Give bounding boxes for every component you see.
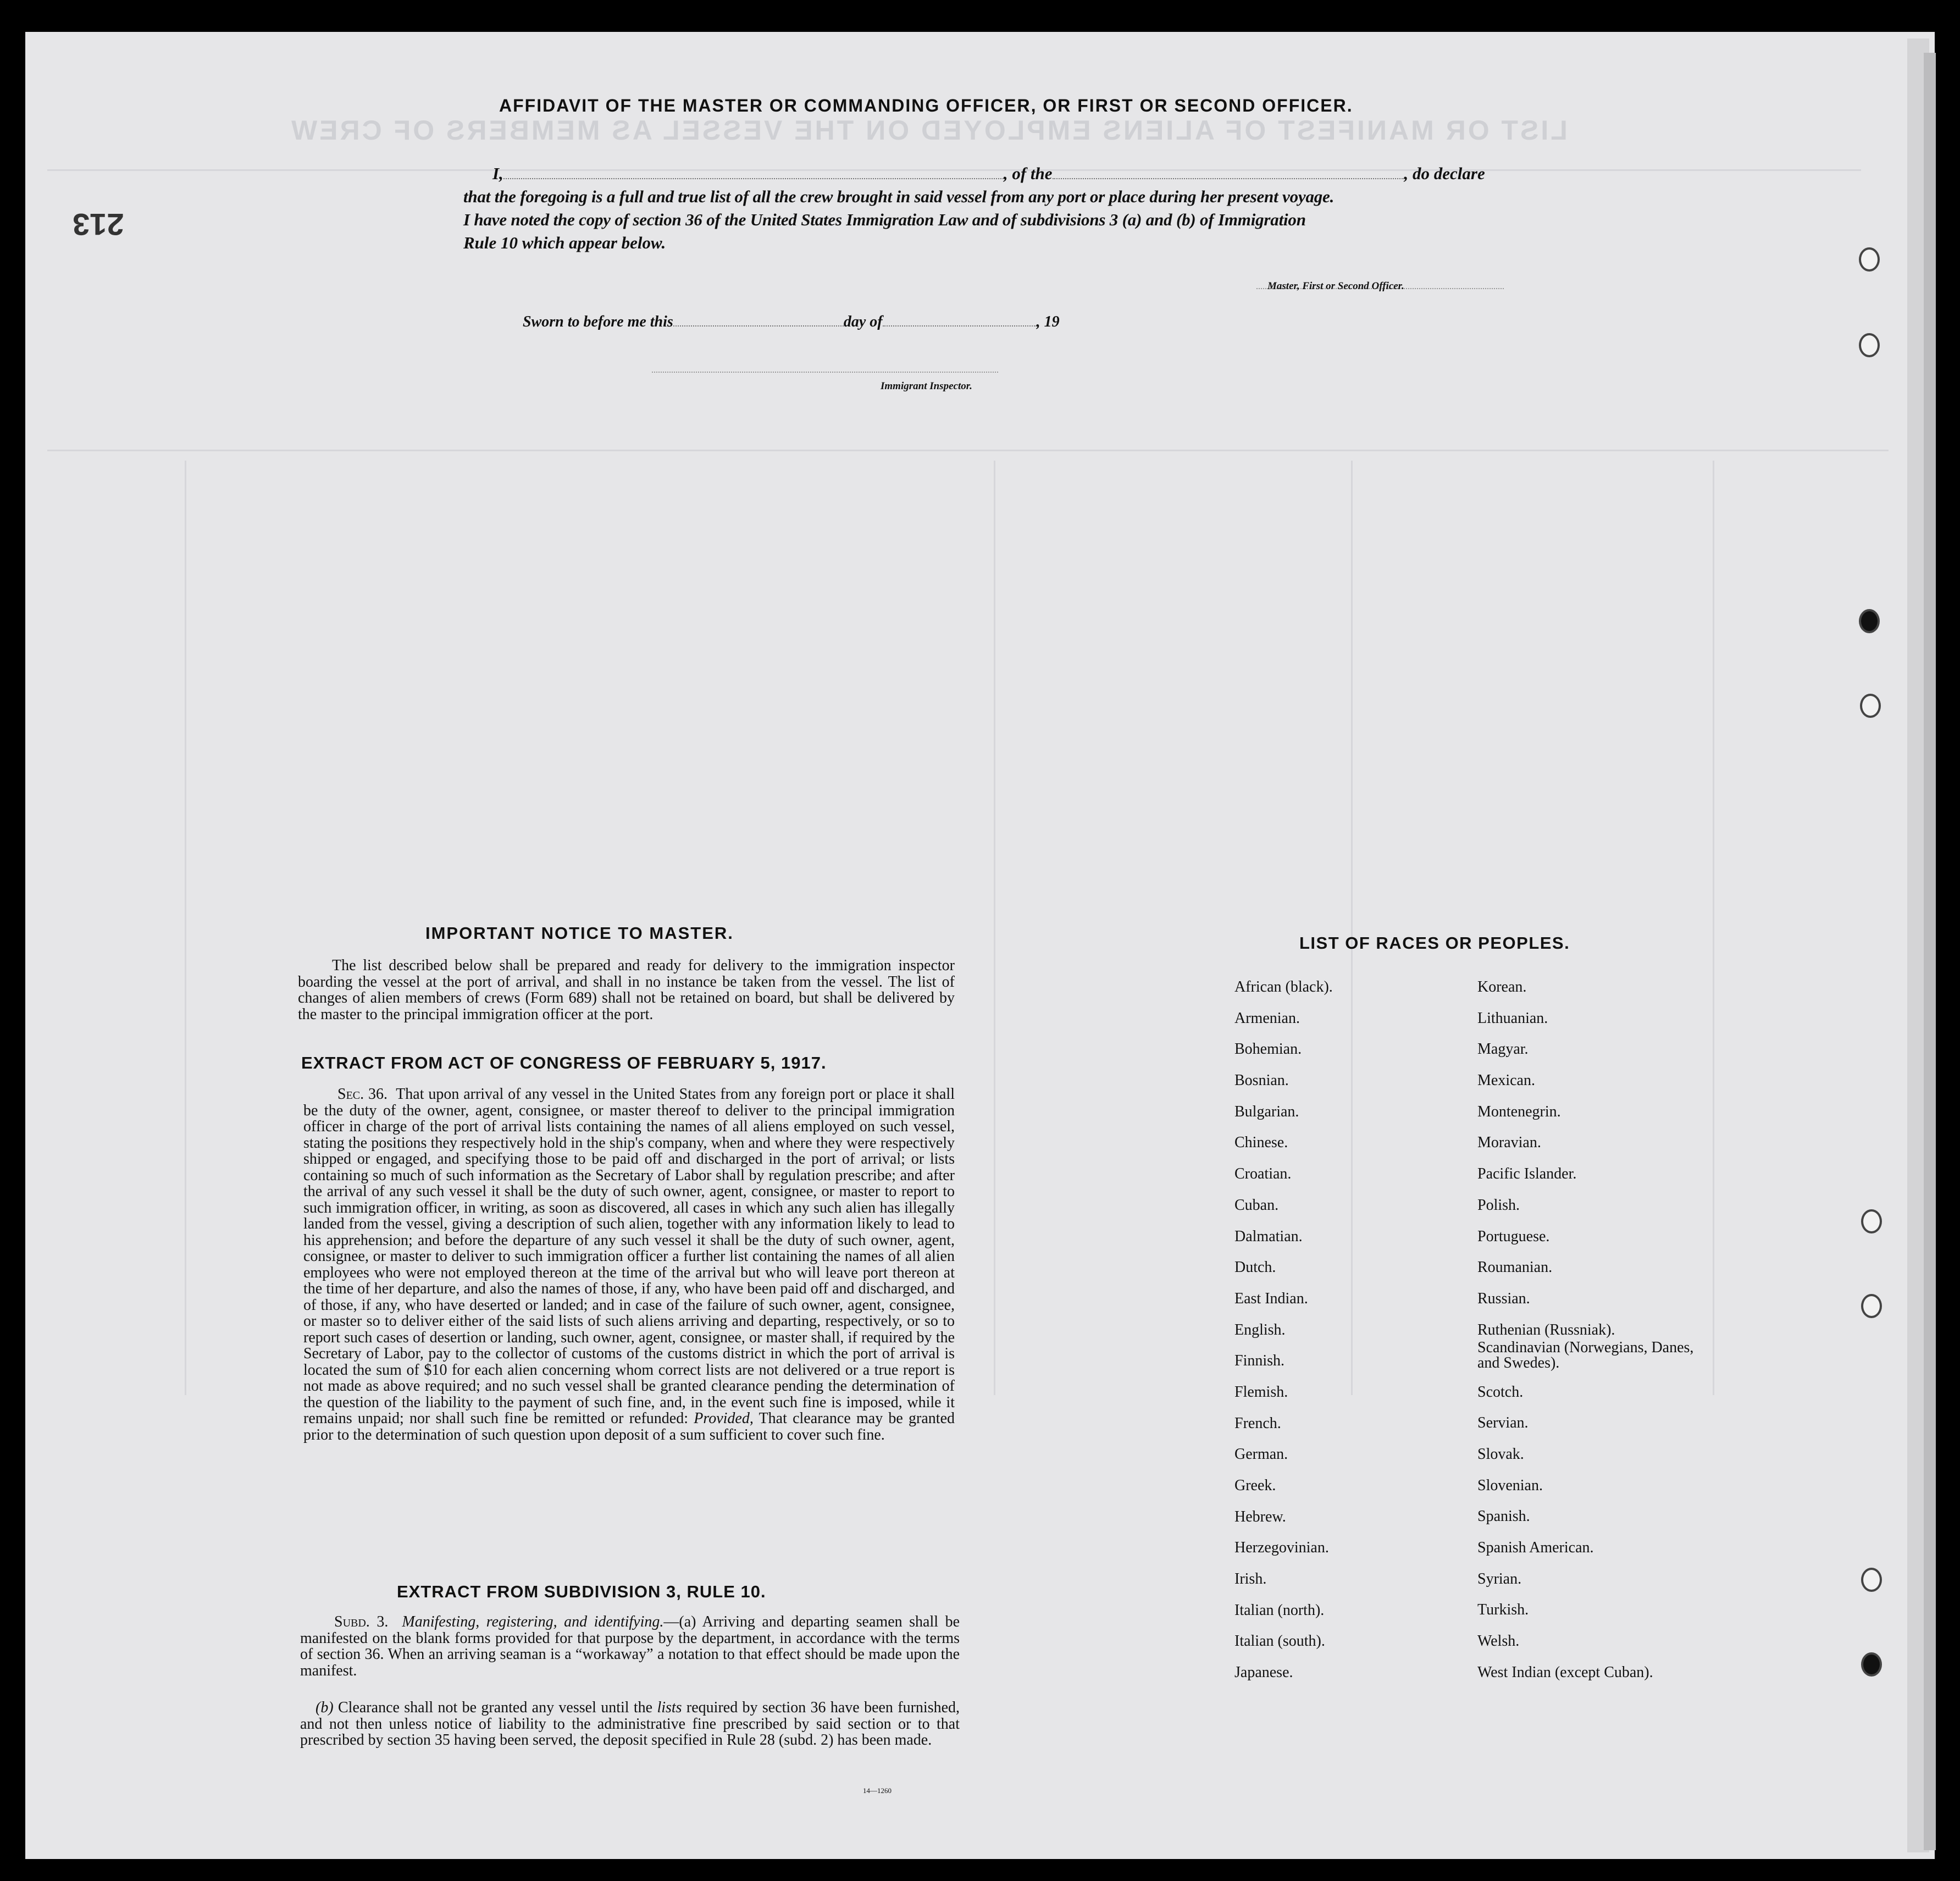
- notice-body: The list described below shall be prepared and ready for delivery to the immigration inspector boarding the vessel at the port of arrival, and shall in no instance be taken from the vessel. The list of changes of alien members of crews (Form 689) shall not be retained on board, but shall be delivered by the master to the principal immigration officer at the port.: [298, 957, 955, 1023]
- race-item: Ruthenian (Russniak).: [1477, 1321, 1615, 1338]
- binder-hole-icon: [1861, 1652, 1882, 1677]
- race-item: Flemish.: [1234, 1383, 1288, 1401]
- race-item: Syrian.: [1477, 1570, 1522, 1587]
- race-item: Roumanian.: [1477, 1259, 1553, 1276]
- binder-hole-icon: [1860, 694, 1881, 718]
- vessel-field[interactable]: [1053, 178, 1404, 179]
- race-item: Italian (south).: [1234, 1633, 1325, 1650]
- rule-extract-a: Subd. 3. Manifesting, registering, and identifying.—(a) Arriving and departing seamen shall be manifested on the blank forms provided for that purpose by the department, in accordance with the terms of section 36. When an arriving seaman is a “workaway” a notation to that effect should be made upon the manifest.: [300, 1613, 960, 1679]
- sworn-before: Sworn to before me this: [523, 313, 673, 330]
- race-item: English.: [1234, 1321, 1286, 1338]
- race-item: East Indian.: [1234, 1290, 1308, 1307]
- affidavit-title: AFFIDAVIT OF THE MASTER OR COMMANDING OFFICER, OR FIRST OR SECOND OFFICER.: [499, 96, 1353, 115]
- race-item: Hebrew.: [1234, 1508, 1286, 1525]
- binder-hole-icon: [1859, 333, 1880, 357]
- race-item: Spanish American.: [1477, 1539, 1594, 1556]
- races-column-2: [1477, 978, 1719, 1695]
- race-item: Polish.: [1477, 1196, 1520, 1214]
- affidavit-line-2: that the foregoing is a full and true list of all the crew brought in said vessel from any port or place during her present voyage.: [463, 187, 1335, 206]
- name-field[interactable]: [503, 178, 1004, 179]
- master-signature-label: Master, First or Second Officer.: [1267, 280, 1404, 292]
- race-item: Irish.: [1234, 1570, 1267, 1588]
- affidavit-line-1: [492, 164, 1548, 184]
- race-item: Magyar.: [1477, 1041, 1529, 1058]
- form-number: 14—1260: [863, 1786, 892, 1795]
- affidavit-of-the: , of the: [1003, 164, 1053, 183]
- inspector-signature-line[interactable]: [652, 372, 998, 373]
- affidavit-line-4: Rule 10 which appear below.: [463, 233, 666, 252]
- binder-hole-icon: [1859, 247, 1880, 272]
- bleed-through-rule: [47, 450, 1889, 451]
- race-item: Welsh.: [1477, 1633, 1520, 1650]
- race-item: Lithuanian.: [1477, 1009, 1548, 1027]
- affidavit-line-3: I have noted the copy of section 36 of the United States Immigration Law and of subdivisions 3 (a) and (b) of Immigration: [463, 210, 1306, 229]
- race-item: Finnish.: [1234, 1352, 1285, 1370]
- race-item: Spanish.: [1477, 1508, 1530, 1525]
- race-item: Greek.: [1234, 1477, 1276, 1494]
- race-item: Scotch.: [1477, 1383, 1524, 1401]
- race-item: Servian.: [1477, 1414, 1529, 1432]
- bleed-through-column: [185, 461, 186, 1395]
- binder-hole-icon: [1861, 1294, 1882, 1318]
- month-field[interactable]: [883, 325, 1037, 327]
- race-item: Bohemian.: [1234, 1041, 1302, 1058]
- binder-hole-icon: [1861, 1568, 1882, 1592]
- stamp-number: 213: [73, 207, 124, 242]
- race-item: Cuban.: [1234, 1196, 1279, 1214]
- race-item: Pacific Islander.: [1477, 1165, 1577, 1183]
- rule-extract-title: EXTRACT FROM SUBDIVISION 3, RULE 10.: [397, 1582, 766, 1601]
- race-item: German.: [1234, 1446, 1288, 1463]
- day-field[interactable]: [673, 325, 844, 327]
- race-item: Scandinavian (Norwegians, Danes, and Swedes).: [1477, 1338, 1694, 1371]
- race-item: Croatian.: [1234, 1165, 1292, 1183]
- year-prefix: , 19: [1036, 313, 1060, 330]
- race-item: Dalmatian.: [1234, 1227, 1303, 1245]
- affidavit-declare: , do declare: [1404, 164, 1485, 183]
- act-extract-body: Sec. 36. That upon arrival of any vessel in the United States from any foreign port or place it shall be the duty of the owner, agent, consignee, or master thereof to deliver to the principal immigration officer in charge of the port of arrival lists containing the names of all aliens employed on such vessel, stating the positions they respectively hold in the ship's company, when and where they were respectively shipped or engaged, and specifying those to be paid off and discharged in the port of arrival; or lists containing so much of such information as the Secretary of Labor shall by regulation prescribe; and after the arrival of any such vessel it shall be the duty of such owner, agent, consignee, or master to report to such immigration officer, in writing, as soon as discovered, all cases in which any such alien has illegally landed from the vessel, giving a description of such alien, together with any information likely to lead to his apprehension; and before the departure of any such vessel it shall be the duty of such owner, agent, consignee, or master to deliver to such immigration officer a further list containing the names of all alien employees who were not employed thereon at the time of the arrival but who will leave port thereon at the time of her departure, and also the names of those, if any, who have been paid off and discharged, and of those, if any, who have deserted or landed; and in case of the failure of such owner, agent, consignee, or master so to deliver either of the said lists of such aliens arriving and departing, respectively, or so to report such cases of desertion or landing, such owner, agent, consignee, or master shall, if required by the Secretary of Labor, pay to the collector of customs of the customs district in which the port of arrival is located the sum of $10 for each alien concerning whom correct lists are not delivered or a true report is not made as above required; and no such vessel shall be granted clearance pending the determination of the question of the liability to the payment of such fine, and, in the event such fine is imposed, while it remains unpaid; nor shall such fine be remitted or refunded: Provided, That clearance may be granted prior to the determination of such question upon deposit of a sum sufficient to cover such fine.: [303, 1086, 955, 1443]
- race-item: African (black).: [1234, 978, 1333, 995]
- race-item: Chinese.: [1234, 1134, 1288, 1152]
- race-item: Dutch.: [1234, 1259, 1276, 1276]
- sworn-line: [523, 313, 1060, 331]
- race-item: Korean.: [1477, 978, 1527, 995]
- races-title: LIST OF RACES OR PEOPLES.: [1299, 933, 1570, 953]
- race-item: Slovenian.: [1477, 1476, 1543, 1494]
- race-item: West Indian (except Cuban).: [1477, 1663, 1653, 1681]
- race-item: Herzegovinian.: [1234, 1539, 1329, 1557]
- paper-edge: [1924, 53, 1936, 1850]
- binder-hole-icon: [1861, 1209, 1882, 1233]
- race-item: Mexican.: [1477, 1072, 1535, 1089]
- bleed-through-column: [994, 461, 995, 1395]
- race-item: Armenian.: [1234, 1009, 1300, 1027]
- race-item: French.: [1234, 1414, 1281, 1432]
- race-item: Bulgarian.: [1234, 1103, 1299, 1120]
- act-extract-title: EXTRACT FROM ACT OF CONGRESS OF FEBRUARY 5, 1917.: [301, 1053, 827, 1072]
- notice-title: IMPORTANT NOTICE TO MASTER.: [425, 923, 734, 943]
- document-page: [25, 32, 1935, 1859]
- bleed-through-heading: LIST OR MANIFEST OF ALIENS EMPLOYED ON THE VESSEL AS MEMBERS OF CREW: [289, 115, 1568, 146]
- race-item: Slovak.: [1477, 1445, 1524, 1463]
- inspector-label: Immigrant Inspector.: [881, 380, 972, 392]
- day-of: day of: [843, 313, 883, 330]
- binder-hole-icon: [1859, 609, 1880, 633]
- race-item: Russian.: [1477, 1290, 1530, 1307]
- race-item: Turkish.: [1477, 1601, 1529, 1619]
- affidavit-i: I,: [492, 164, 503, 183]
- race-item: Bosnian.: [1234, 1072, 1289, 1089]
- race-item: Montenegrin.: [1477, 1103, 1561, 1120]
- race-item: Italian (north).: [1234, 1601, 1325, 1619]
- race-item: Portuguese.: [1477, 1227, 1550, 1245]
- race-item: Japanese.: [1234, 1664, 1293, 1681]
- race-item: Moravian.: [1477, 1134, 1541, 1152]
- rule-extract-b: (b) Clearance shall not be granted any vessel until the lists required by section 36 have been furnished, and not then unless notice of liability to the administrative fine prescribed by said section or to that prescribed by section 35 having been served, the deposit specified in Rule 28 (subd. 2) has been made.: [300, 1699, 960, 1749]
- races-column-1: [1234, 978, 1465, 1695]
